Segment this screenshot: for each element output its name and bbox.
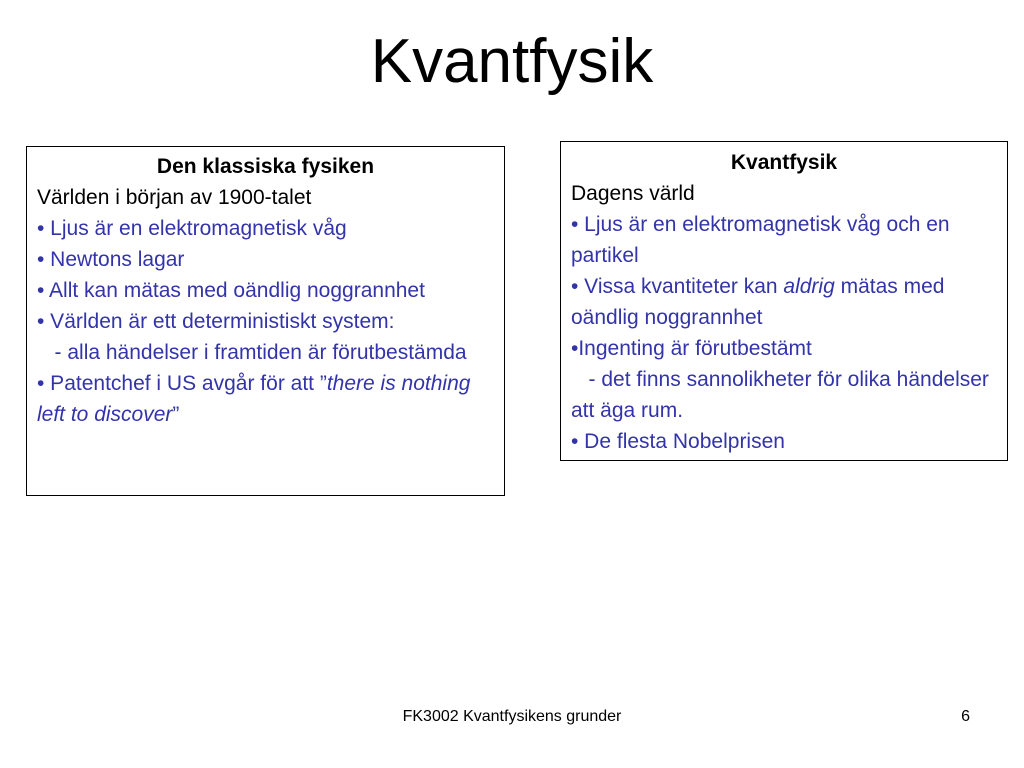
item2-suffix: mätas med oändlig noggrannhet	[571, 275, 951, 329]
page-number: 6	[961, 708, 970, 725]
quantum-physics-box	[560, 141, 1008, 461]
classical-subheading: Världen i början av 1900-talet	[37, 186, 312, 209]
classical-item-light-wave: • Ljus är en elektromagnetisk våg	[37, 217, 347, 240]
classical-item-deterministic: • Världen är ett deterministiskt system:	[37, 310, 395, 333]
quantum-item-wave-particle: • Ljus är en elektromagnetisk våg och en partikel	[571, 213, 956, 267]
quantum-item-probabilities: - det finns sannolikheter för olika händelser att äga rum.	[571, 368, 995, 422]
quantum-subheading: Dagens värld	[571, 182, 695, 205]
patent-suffix: ”	[172, 403, 180, 426]
patent-quote: there is nothing left to discover	[37, 372, 477, 426]
classical-heading: Den klassiska fysiken	[156, 155, 375, 178]
classical-item-predetermined: - alla händelser i framtiden är förutbestämda	[37, 341, 467, 364]
footer-course: FK3002 Kvantfysikens grunder	[402, 708, 622, 725]
quantum-item-nobel: • De flesta Nobelprisen	[571, 430, 785, 453]
classical-item-infinite-precision: • Allt kan mätas med oändlig noggrannhet	[37, 279, 425, 302]
slide-title: Kvantfysik	[370, 27, 654, 96]
patent-prefix: • Patentchef i US avgår för att ”	[37, 372, 327, 395]
classical-item-patent-chief	[37, 368, 494, 430]
quantum-item-never-measured	[571, 271, 997, 333]
quantum-item-nothing-predetermined: •Ingenting är förutbestämt	[571, 337, 812, 360]
item2-prefix: • Vissa kvantiteter kan	[571, 275, 784, 298]
classical-item-newton: • Newtons lagar	[37, 248, 185, 271]
classical-physics-box	[26, 146, 505, 496]
item2-emphasis: aldrig	[783, 275, 835, 298]
quantum-heading: Kvantfysik	[730, 151, 838, 174]
